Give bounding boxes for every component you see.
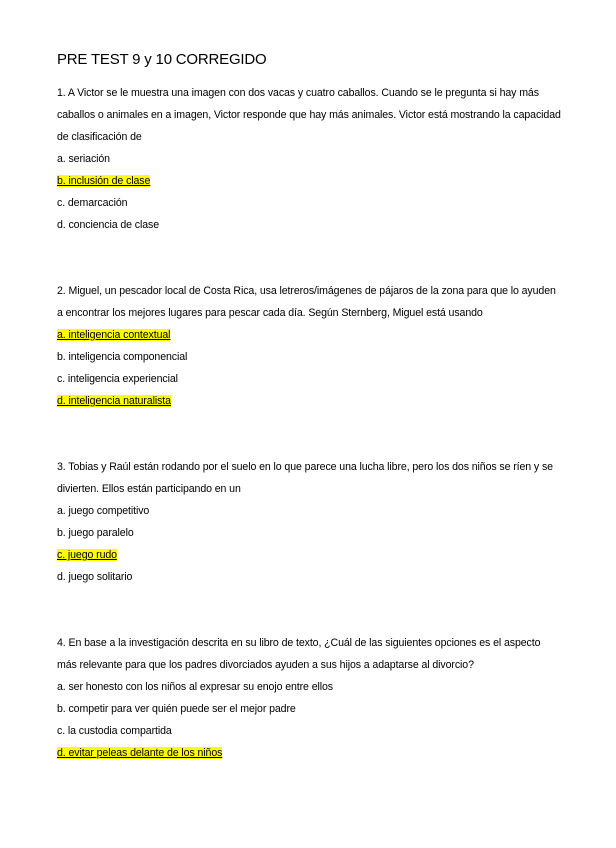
question-1-option-a	[57, 148, 562, 170]
question-4-option-c	[57, 720, 562, 742]
option-label: b. competir para ver quién puede ser el mejor padre	[57, 703, 296, 715]
question-2-option-c	[57, 368, 562, 390]
option-label: a. seriación	[57, 153, 110, 165]
question-2	[57, 280, 562, 412]
question-3-option-c	[57, 544, 562, 566]
question-3	[57, 456, 562, 588]
option-label-highlighted: a. inteligencia contextual	[57, 329, 171, 341]
question-2-option-b	[57, 346, 562, 368]
spacer	[57, 236, 562, 280]
question-1-text: 1. A Victor se le muestra una imagen con dos vacas y cuatro caballos. Cuando se le pregunta si hay más caballos o animales en a imagen, Victor responde que hay más animales. Victor está mostrando la capacidad de clasificación de	[57, 87, 561, 143]
question-1-option-b	[57, 170, 562, 192]
option-label-highlighted: c. juego rudo	[57, 549, 117, 561]
option-label: a. juego competitivo	[57, 505, 150, 517]
question-1	[57, 82, 562, 236]
option-label: a. ser honesto con los niños al expresar su enojo entre ellos	[57, 681, 333, 693]
option-label-highlighted: d. inteligencia naturalista	[57, 395, 171, 407]
option-label: b. inteligencia componencial	[57, 351, 188, 363]
option-label: c. inteligencia experiencial	[57, 373, 178, 385]
option-label: d. conciencia de clase	[57, 219, 160, 231]
question-4	[57, 632, 562, 764]
option-label-highlighted: b. inclusión de clase	[57, 175, 151, 187]
question-3-option-b	[57, 522, 562, 544]
document-page	[57, 50, 562, 764]
spacer	[57, 588, 562, 632]
question-1-option-c	[57, 192, 562, 214]
question-4-option-b	[57, 698, 562, 720]
option-label: b. juego paralelo	[57, 527, 134, 539]
option-label-highlighted: d. evitar peleas delante de los niños	[57, 747, 223, 759]
question-1-option-d	[57, 214, 562, 236]
question-3-text: 3. Tobias y Raúl están rodando por el suelo en lo que parece una lucha libre, pero los dos niños se ríen y se divierten. Ellos están participando en un	[57, 461, 553, 495]
spacer	[57, 412, 562, 456]
page-title: PRE TEST 9 y 10 CORREGIDO	[57, 51, 267, 68]
question-2-text: 2. Miguel, un pescador local de Costa Rica, usa letreros/imágenes de pájaros de la zona para que lo ayuden a encontrar los mejores lugares para pescar cada día. Según Sternberg, Miguel está usando	[57, 285, 556, 319]
question-2-option-a	[57, 324, 562, 346]
question-3-option-d	[57, 566, 562, 588]
question-3-option-a	[57, 500, 562, 522]
option-label: c. demarcación	[57, 197, 128, 209]
question-2-option-d	[57, 390, 562, 412]
option-label: d. juego solitario	[57, 571, 133, 583]
question-4-option-a	[57, 676, 562, 698]
question-4-text: 4. En base a la investigación descrita en su libro de texto, ¿Cuál de las siguientes opciones es el aspecto más relevante para que los padres divorciados ayuden a sus hijos a adaptarse al divorcio?	[57, 637, 541, 671]
question-4-option-d	[57, 742, 562, 764]
option-label: c. la custodia compartida	[57, 725, 172, 737]
